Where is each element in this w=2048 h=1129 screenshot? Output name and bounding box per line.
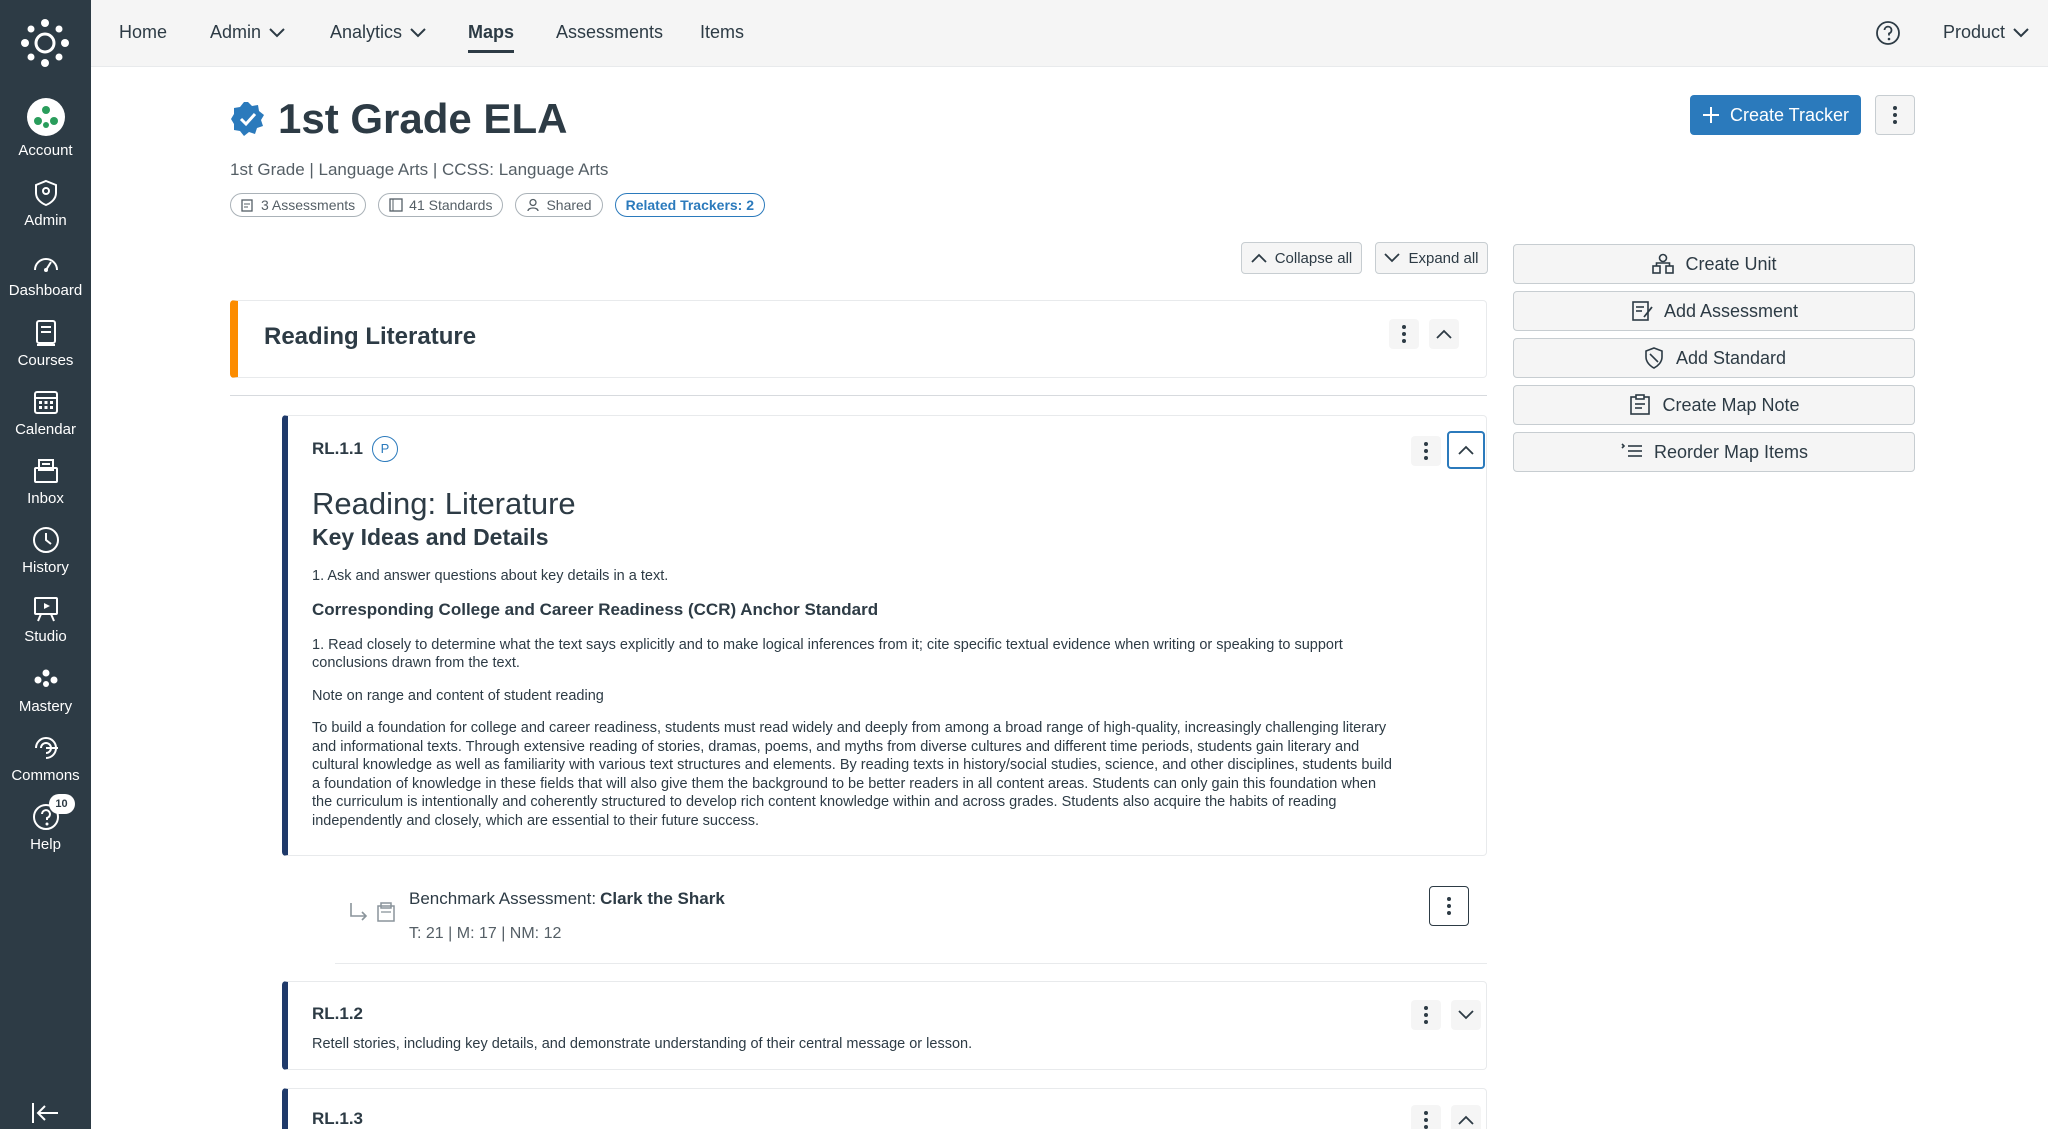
- inbox-icon: [31, 456, 61, 486]
- unit-collapse-button[interactable]: [1429, 319, 1459, 349]
- nav-inbox[interactable]: [0, 456, 91, 522]
- page-subtitle: 1st Grade | Language Arts | CCSS: Language Arts: [230, 160, 609, 179]
- standard-heading: Reading: Literature: [312, 486, 576, 521]
- account-avatar: [27, 98, 65, 136]
- user-icon: [526, 198, 540, 212]
- kebab-icon: [1424, 442, 1428, 460]
- collapse-all-button[interactable]: Collapse all: [1241, 242, 1362, 274]
- nav-analytics[interactable]: Analytics: [330, 22, 426, 43]
- assessment-stats: T: 21 | M: 17 | NM: 12: [409, 925, 562, 942]
- note-text: To build a foundation for college and career readiness, students must read widely and deeply from among a broad range of high-quality, increasingly challenging literary and informational texts. Through extensive reading of stories, dramas, poems, and myths from diverse cultures and different time periods, students gain literary and cultural knowledge as well as familiarity with various text structures and elements. By reading texts in history/social studies, science, and other disciplines, students build a foundation of knowledge in these fields that will also give them the background to be better readers in all content areas. Students can only gain this foundation when the curriculum is intentionally and coherently structured to develop rich content knowledge within and across grades. Students also acquire the habits of reading independently and closely, which are essential to their future success.: [312, 720, 1392, 829]
- plus-icon: [1702, 106, 1720, 124]
- help-badge: 10: [49, 794, 75, 814]
- chevron-up-icon: [1436, 329, 1452, 339]
- assessment-icon: [1630, 299, 1654, 323]
- nav-label: Account: [18, 142, 73, 159]
- assessment-row[interactable]: [335, 872, 1487, 964]
- chevron-down-icon: [410, 28, 426, 38]
- nav-label: Courses: [17, 352, 74, 369]
- nav-label: Admin: [24, 212, 67, 229]
- standard-collapse-button[interactable]: [1447, 431, 1485, 469]
- ccr-heading: Corresponding College and Career Readiness (CCR) Anchor Standard: [312, 599, 879, 619]
- standard-card: [282, 1088, 1487, 1129]
- clock-icon: [31, 525, 61, 555]
- chevron-up-icon: [1251, 253, 1267, 263]
- standard-code: RL.1.1: [312, 439, 364, 458]
- kebab-icon: [1893, 106, 1897, 124]
- standard-more-button[interactable]: [1411, 1000, 1441, 1030]
- nav-help[interactable]: [0, 798, 91, 868]
- expand-all-button[interactable]: Expand all: [1375, 242, 1488, 274]
- create-tracker-button[interactable]: Create Tracker: [1690, 95, 1861, 135]
- chevron-up-icon: [1458, 1115, 1474, 1125]
- studio-icon: [31, 594, 61, 624]
- create-map-note-button[interactable]: Create Map Note: [1513, 385, 1915, 425]
- chevron-down-icon: [269, 28, 285, 38]
- top-nav: [91, 0, 2048, 67]
- assessment-icon: [377, 902, 395, 922]
- nav-label: Calendar: [15, 421, 76, 438]
- standard-subheading: Key Ideas and Details: [312, 524, 549, 550]
- standard-text: Retell stories, including key details, and demonstrate understanding of their central message or lesson.: [312, 1036, 973, 1052]
- assessment-title: Clark the Shark: [600, 889, 725, 908]
- nav-account[interactable]: [0, 98, 91, 164]
- canvas-logo-icon[interactable]: [20, 18, 70, 68]
- kebab-icon: [1424, 1006, 1428, 1024]
- unit-icon: [1651, 252, 1675, 276]
- shared-pill: Shared: [515, 193, 602, 217]
- standards-icon: [389, 198, 403, 212]
- standard-code: RL.1.2: [312, 1004, 364, 1023]
- divider: [230, 395, 1487, 396]
- standard-more-button[interactable]: [1411, 1105, 1441, 1129]
- standard-expand-button[interactable]: [1451, 1000, 1481, 1030]
- create-unit-button[interactable]: Create Unit: [1513, 244, 1915, 284]
- page-title: 1st Grade ELA: [278, 95, 568, 142]
- commons-icon: [31, 733, 61, 763]
- chevron-down-icon: [1458, 1010, 1474, 1020]
- chevron-down-icon: [2013, 28, 2029, 38]
- reorder-map-items-button[interactable]: Reorder Map Items: [1513, 432, 1915, 472]
- nav-assessments[interactable]: Assessments: [556, 22, 664, 42]
- unit-title: Reading Literature: [264, 323, 477, 350]
- reorder-icon: [1620, 440, 1644, 464]
- nav-label: Help: [30, 836, 61, 853]
- nav-dashboard[interactable]: [0, 248, 91, 314]
- assessment-name: Benchmark Assessment: Clark the Shark: [409, 889, 725, 908]
- unit-more-button[interactable]: [1389, 319, 1419, 349]
- kebab-icon: [1447, 897, 1451, 915]
- ccr-text: 1. Read closely to determine what the text says explicitly and to make logical inferences from it; cite specific textual evidence when writing or speaking to support conclusions drawn from the text.: [312, 636, 1343, 671]
- child-arrow-icon: [349, 902, 369, 922]
- nav-label: Commons: [11, 767, 80, 784]
- collapse-nav-icon[interactable]: [30, 1101, 60, 1125]
- kebab-icon: [1402, 325, 1406, 343]
- nav-items[interactable]: Items: [700, 22, 745, 42]
- chevron-up-icon: [1458, 445, 1474, 455]
- nav-product[interactable]: Product: [1943, 22, 2029, 43]
- standards-pill: 41 Standards: [378, 193, 503, 217]
- add-standard-button[interactable]: Add Standard: [1513, 338, 1915, 378]
- book-icon: [31, 318, 61, 348]
- chevron-down-icon: [1384, 253, 1400, 263]
- nav-history[interactable]: [0, 525, 91, 591]
- standard-card: [282, 981, 1487, 1070]
- nav-label: Dashboard: [8, 282, 83, 299]
- related-trackers-link[interactable]: Related Trackers: 2: [615, 193, 765, 217]
- calendar-icon: [31, 387, 61, 417]
- nav-mastery[interactable]: [0, 664, 91, 730]
- nav-label: Studio: [24, 628, 67, 645]
- nav-calendar[interactable]: [0, 387, 91, 453]
- kebab-icon: [1424, 1111, 1428, 1129]
- standard-collapse-button[interactable]: [1451, 1105, 1481, 1129]
- global-nav: [0, 0, 91, 1129]
- nav-label: Mastery: [18, 698, 73, 715]
- standard-text: 1. Ask and answer questions about key details in a text.: [312, 568, 669, 584]
- mastery-icon: [31, 664, 61, 694]
- standard-body: [312, 486, 1392, 844]
- header-more-button[interactable]: [1875, 95, 1915, 135]
- verified-badge-icon: [230, 101, 266, 137]
- assessments-pill: 3 Assessments: [230, 193, 366, 217]
- nav-admin[interactable]: [0, 178, 91, 244]
- standard-card: [282, 415, 1487, 856]
- nav-label: Inbox: [27, 490, 64, 507]
- assessment-icon: [241, 198, 255, 212]
- nav-home[interactable]: Home: [119, 22, 168, 42]
- priority-badge: P: [372, 436, 398, 462]
- note-icon: [1628, 393, 1652, 417]
- nav-maps[interactable]: Maps: [468, 22, 515, 42]
- assessment-more-button[interactable]: [1429, 886, 1469, 926]
- standard-code: RL.1.3: [312, 1109, 364, 1128]
- nav-commons[interactable]: [0, 733, 91, 799]
- nav-studio[interactable]: [0, 594, 91, 660]
- nav-admin-menu[interactable]: Admin: [210, 22, 285, 43]
- help-circle-icon[interactable]: [1875, 20, 1901, 46]
- dashboard-icon: [31, 248, 61, 278]
- unit-card: [230, 300, 1487, 378]
- standard-more-button[interactable]: [1411, 436, 1441, 466]
- note-heading: Note on range and content of student reading: [312, 687, 604, 704]
- add-assessment-button[interactable]: Add Assessment: [1513, 291, 1915, 331]
- shield-icon: [1642, 346, 1666, 370]
- nav-courses[interactable]: [0, 318, 91, 384]
- nav-label: History: [22, 559, 69, 576]
- summary-pills: [230, 193, 765, 217]
- shield-icon: [31, 178, 61, 208]
